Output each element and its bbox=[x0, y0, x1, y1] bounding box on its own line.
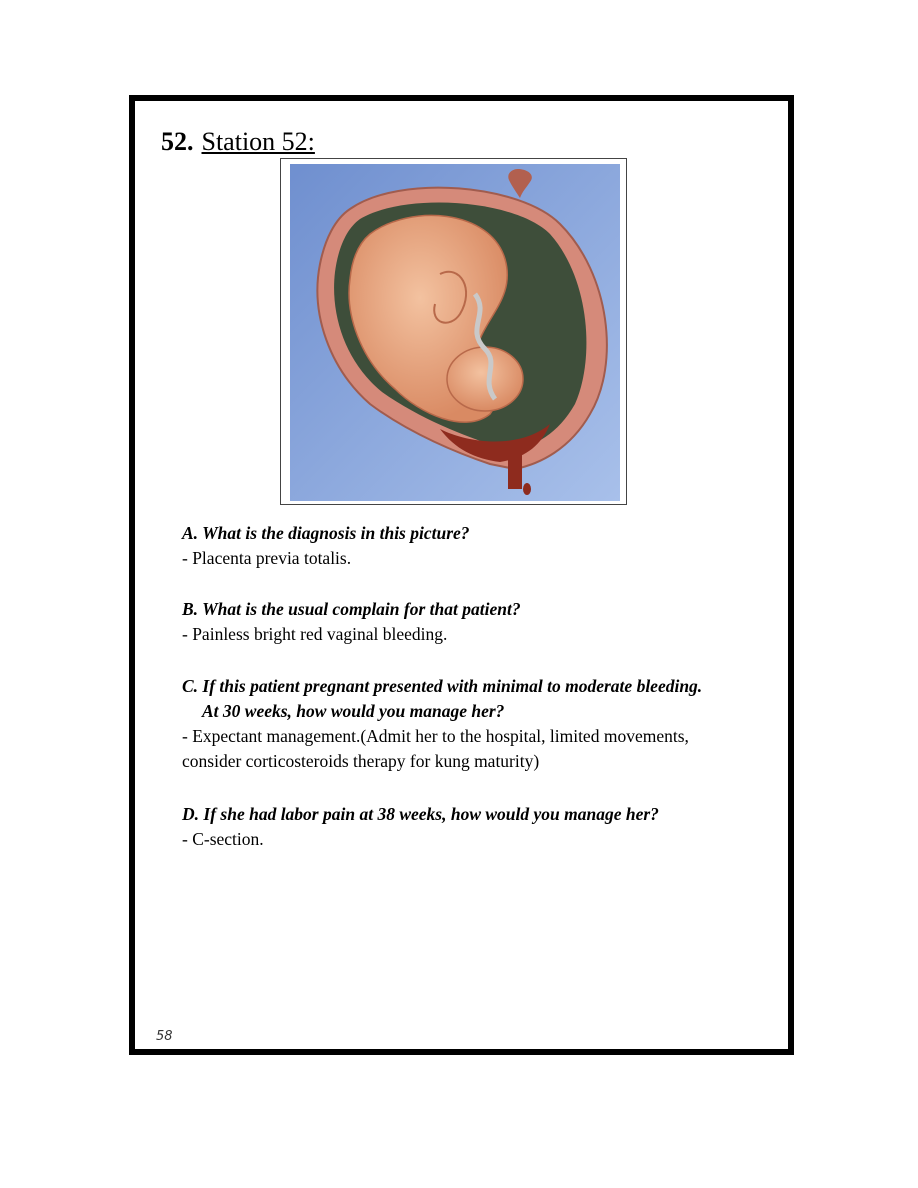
answer-c-line1: - Expectant management.(Admit her to the hospital, limited movements, bbox=[182, 726, 689, 746]
diagram-figure bbox=[280, 158, 627, 505]
fetus-head bbox=[447, 347, 523, 411]
answer-c-line2: consider corticosteroids therapy for kung maturity) bbox=[182, 751, 540, 771]
question-b: B. What is the usual complain for that patient? bbox=[182, 599, 521, 619]
blood-drop bbox=[523, 483, 531, 495]
question-block-c bbox=[182, 674, 772, 774]
question-a: A. What is the diagnosis in this picture? bbox=[182, 523, 470, 543]
page-frame bbox=[129, 95, 794, 1055]
question-c-line2: At 30 weeks, how would you manage her? bbox=[202, 701, 505, 721]
station-heading bbox=[161, 127, 315, 157]
answer-d: - C-section. bbox=[182, 829, 264, 849]
question-block-b bbox=[182, 597, 772, 647]
question-d: D. If she had labor pain at 38 weeks, how would you manage her? bbox=[182, 804, 659, 824]
page-number: 58 bbox=[156, 1029, 173, 1044]
cervix-bleeding bbox=[508, 454, 522, 489]
station-number: 52. bbox=[161, 127, 194, 156]
station-title: Station 52: bbox=[201, 127, 315, 156]
question-block-d bbox=[182, 802, 772, 852]
answer-b: - Painless bright red vaginal bleeding. bbox=[182, 624, 448, 644]
answer-a: - Placenta previa totalis. bbox=[182, 548, 352, 568]
question-block-a bbox=[182, 521, 772, 571]
question-c-line1: C. If this patient pregnant presented with minimal to moderate bleeding. bbox=[182, 676, 703, 696]
placenta-previa-illustration bbox=[290, 164, 620, 501]
